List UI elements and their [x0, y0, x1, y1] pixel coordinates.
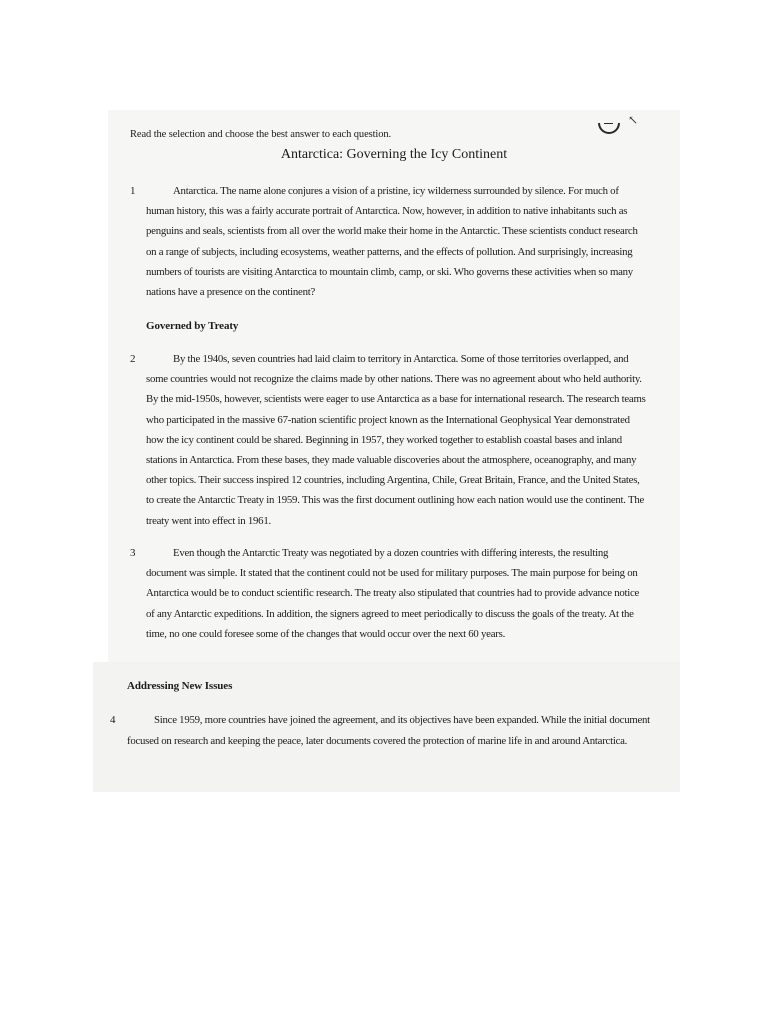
paragraph-text: By the 1940s, seven countries had laid claim to territory in Antarctica. Some of those territories overlapped, and some countries would not recognize the claims made by other nations. There was no agreement about who held authority. By the mid-1950s, however, scientists were eager to use Antarctica as a base for international research. The research teams who participated in the massive 67-nation scientific project known as the International Geophysical Year demonstrated how the icy continent could be shared. Beginning in 1957, they worked together to establish coastal bases and inland stations in Antarctica. From these bases, they made valuable discoveries about the atmosphere, oceanography, and many other topics. Their success inspired 12 countries, including Argentina, Chile, Great Britain, France, and the United States, to create the Antarctic Treaty in 1959. This was the first document outlining how each nation would use the continent. The treaty went into effect in 1961. [146, 353, 646, 527]
paragraph-number: 4 [110, 714, 116, 726]
paragraph-text: Even though the Antarctic Treaty was negotiated by a dozen countries with differing interests, the resulting document was simple. It stated that the continent could not be used for military purposes. The main purpose for being on Antarctica would be to conduct scientific research. The treaty also stipulated that countries had to provide advance notice of any Antarctic expeditions. In addition, the signers agreed to meet periodically to discuss the goals of the treaty. At the time, no one could foresee some of the changes that would occur over the next 60 years. [146, 547, 640, 640]
paragraph-text: Since 1959, more countries have joined the agreement, and its objectives have been expanded. While the initial document focused on research and keeping the peace, later documents covered the protection of marine life in and around Antarctica. [127, 714, 650, 747]
paragraph-number: 1 [130, 185, 136, 197]
paragraph-text: Antarctica. The name alone conjures a vision of a pristine, icy wilderness surrounded by silence. For much of human history, this was a fairly accurate portrait of Antarctica. Now, however, in addition to native inhabitants such as penguins and seals, scientists from all over the world make their home in the Antarctic. These scientists conduct research on a range of subjects, including ecosystems, weather patterns, and the effects of pollution. And surprisingly, increasing numbers of tourists are visiting Antarctica to mountain climb, camp, or ski. Who governs these activities when so many nations have a presence on the continent? [146, 185, 638, 299]
minus-circle-icon[interactable] [598, 112, 620, 134]
paragraph [127, 710, 660, 752]
section-heading: Governed by Treaty [146, 320, 239, 332]
cursor-icon: ↖ [628, 113, 639, 127]
page-controls [598, 110, 658, 136]
instructions: Read the selection and choose the best answer to each question. [130, 129, 392, 140]
paragraph-number: 3 [130, 547, 136, 559]
paragraph-number: 2 [130, 353, 136, 365]
paragraph [146, 349, 646, 531]
section-heading: Addressing New Issues [127, 680, 233, 692]
paragraph [146, 181, 646, 302]
paragraph [146, 543, 646, 644]
page-title: Antarctica: Governing the Icy Continent [280, 147, 508, 162]
